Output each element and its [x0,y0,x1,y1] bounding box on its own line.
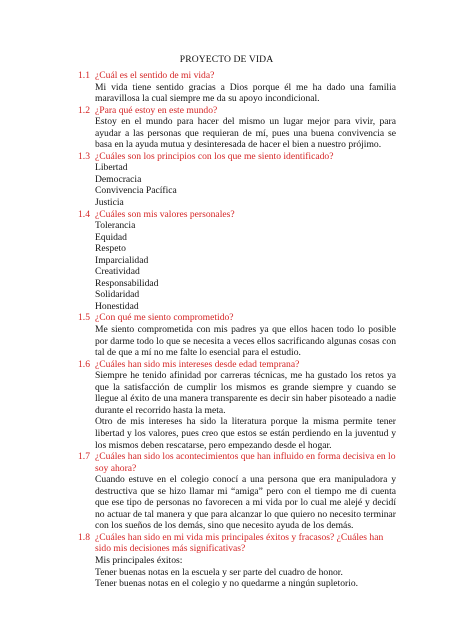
answer-paragraph: Me siento comprometida con mis padres ya que ellos hacen todo lo posible por darme todo lo que se necesita a veces ellos sacrificando algunas cosas con tal de que a mí no me falte lo esencial para el estudio. [95,324,396,359]
answer-paragraph: Cuando estuve en el colegio conocí a una persona que era manipuladora y destructiva que se hizo llamar mi “amiga” pero con el tiempo me di cuenta que ese tipo de personas no favorecen a mi vida por lo cual me alejé y decidí no actuar de tal manera y que para alcanzar lo que quiero no necesito terminar con los sueños de los demás, sino que necesito ayuda de los demás. [95,474,396,532]
list-item: Justicia [95,197,124,209]
question-text: ¿Cuáles son los principios con los que me siento identificado? [95,150,334,162]
list-item: Responsabilidad [95,277,159,289]
question-number: 1.4 [78,208,90,220]
question-number: 1.3 [78,150,90,162]
list-item: Respeto [95,243,126,255]
question-1-4 [78,209,396,221]
list-item: Solidaridad [95,289,140,301]
question-1-7 [78,451,396,474]
question-1-6 [78,359,396,371]
question-text: ¿Para qué estoy en este mundo? [95,104,218,116]
list-item: Creatividad [95,266,140,278]
question-number: 1.2 [78,104,90,116]
list-item: Democracia [95,173,142,185]
answer-paragraph: Otro de mis intereses ha sido la literatura porque la misma permite tener libertad y los valores, pues creo que estos se están perdiendo en la juventud y los mismos deben rescatarse, pero empezando desde el hogar. [95,416,396,451]
list-item: Libertad [95,162,128,174]
question-text: ¿Cuál es el sentido de mi vida? [95,70,215,81]
answer-list [78,162,396,208]
document-title: PROYECTO DE VIDA [179,54,274,65]
question-1-2 [78,105,396,117]
document-body [78,70,396,590]
answer-paragraph: Estoy en el mundo para hacer del mismo un lugar mejor para vivir, para ayudar a las personas que requieran de mí, pues una buena convivencia se basa en la ayuda mutua y desinteresada de hacer el bien a nuestro prójimo. [95,116,396,151]
list-item: Tolerancia [95,220,136,232]
question-number: 1.5 [78,312,90,324]
list-item: Imparcialidad [95,254,149,266]
question-number: 1.6 [78,358,90,370]
question-1-1 [78,70,396,82]
list-item: Equidad [95,231,127,243]
question-text: ¿Cuáles han sido en mi vida mis principales éxitos y fracasos? ¿Cuáles han sido mis decisiones más significativas? [95,531,384,555]
answer-paragraph: Mi vida tiene sentido gracias a Dios porque él me ha dado una familia maravillosa la cual siempre me da su apoyo incondicional. [95,81,396,105]
question-number: 1.8 [78,531,90,543]
list-item: Tener buenas notas en el colegio y no quedarme a ningún supletorio. [95,578,359,590]
question-number: 1.7 [78,451,90,463]
question-text: ¿Con qué me siento comprometido? [95,312,234,324]
question-1-3 [78,151,396,163]
answer-list [78,555,396,590]
question-1-8 [78,532,396,555]
answer-list [78,220,396,312]
question-text: ¿Cuáles son mis valores personales? [95,208,235,220]
list-item: Convivencia Pacífica [95,185,177,197]
question-text: ¿Cuáles han sido los acontecimientos que han influido en forma decisiva en lo soy ahora? [95,451,396,474]
question-1-5 [78,312,396,324]
list-item: Honestidad [95,300,139,312]
list-item: Mis principales éxitos: [95,554,183,566]
answer-paragraph: Siempre he tenido afinidad por carreras técnicas, me ha gustado los retos ya que la satisfacción de cumplir los mismos es grande siempre y cuando se llegue al éxito de una manera transparente es decir sin haber pisoteado a nadie durante el recorrido hasta la meta. [95,370,396,416]
list-item: Tener buenas notas en la escuela y ser parte del cuadro de honor. [95,566,343,578]
question-text: ¿Cuáles han sido mis intereses desde edad temprana? [95,358,300,370]
question-number: 1.1 [78,70,90,81]
